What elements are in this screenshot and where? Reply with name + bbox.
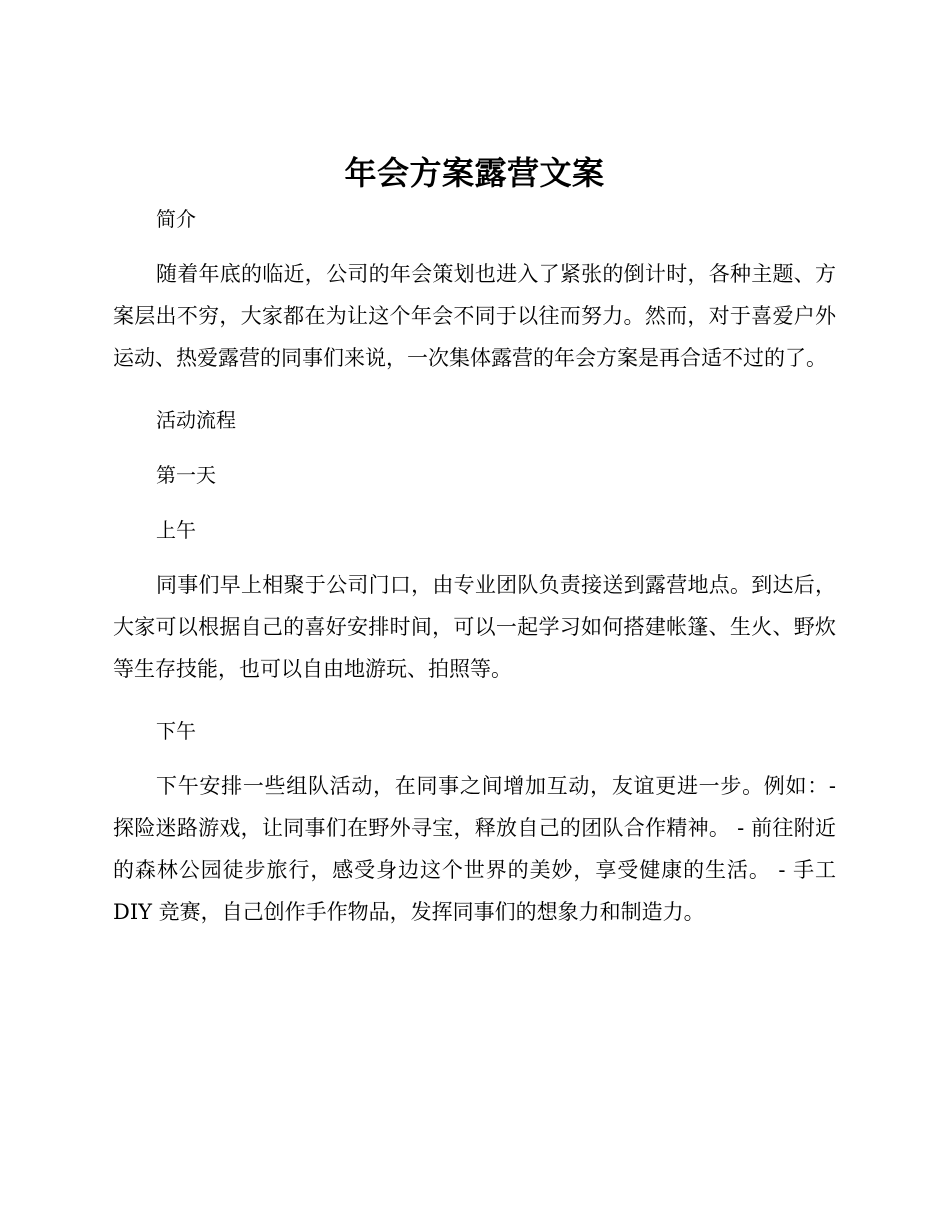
section-heading-day-one: 第一天	[156, 463, 216, 487]
section-heading-afternoon: 下午	[156, 719, 196, 743]
document-title: 年会方案露营文案	[344, 154, 605, 192]
section-heading-activity-flow: 活动流程	[156, 408, 236, 432]
document-body	[113, 150, 836, 933]
afternoon-paragraph: 下午安排一些组队活动，在同事之间增加互动，友谊更进一步。例如：- 探险迷路游戏，让同事们在野外寻宝，释放自己的团队合作精神。 - 前往附近的森林公园徒步旅行，感受身边这个世界的美妙，享受健康的生活。 - 手工 DIY 竞赛，自己创作手作物品，发挥同事们的想象力和制造力。	[113, 774, 836, 924]
section-heading-morning: 上午	[156, 518, 196, 542]
section-heading-intro: 简介	[156, 207, 196, 231]
morning-paragraph: 同事们早上相聚于公司门口，由专业团队负责接送到露营地点。到达后，大家可以根据自己的喜好安排时间，可以一起学习如何搭建帐篷、生火、野炊等生存技能，也可以自由地游玩、拍照等。	[113, 573, 836, 681]
intro-paragraph: 随着年底的临近，公司的年会策划也进入了紧张的倒计时，各种主题、方案层出不穷，大家都在为让这个年会不同于以往而努力。然而，对于喜爱户外运动、热爱露营的同事们来说，一次集体露营的年会方案是再合适不过的了。	[113, 262, 836, 370]
